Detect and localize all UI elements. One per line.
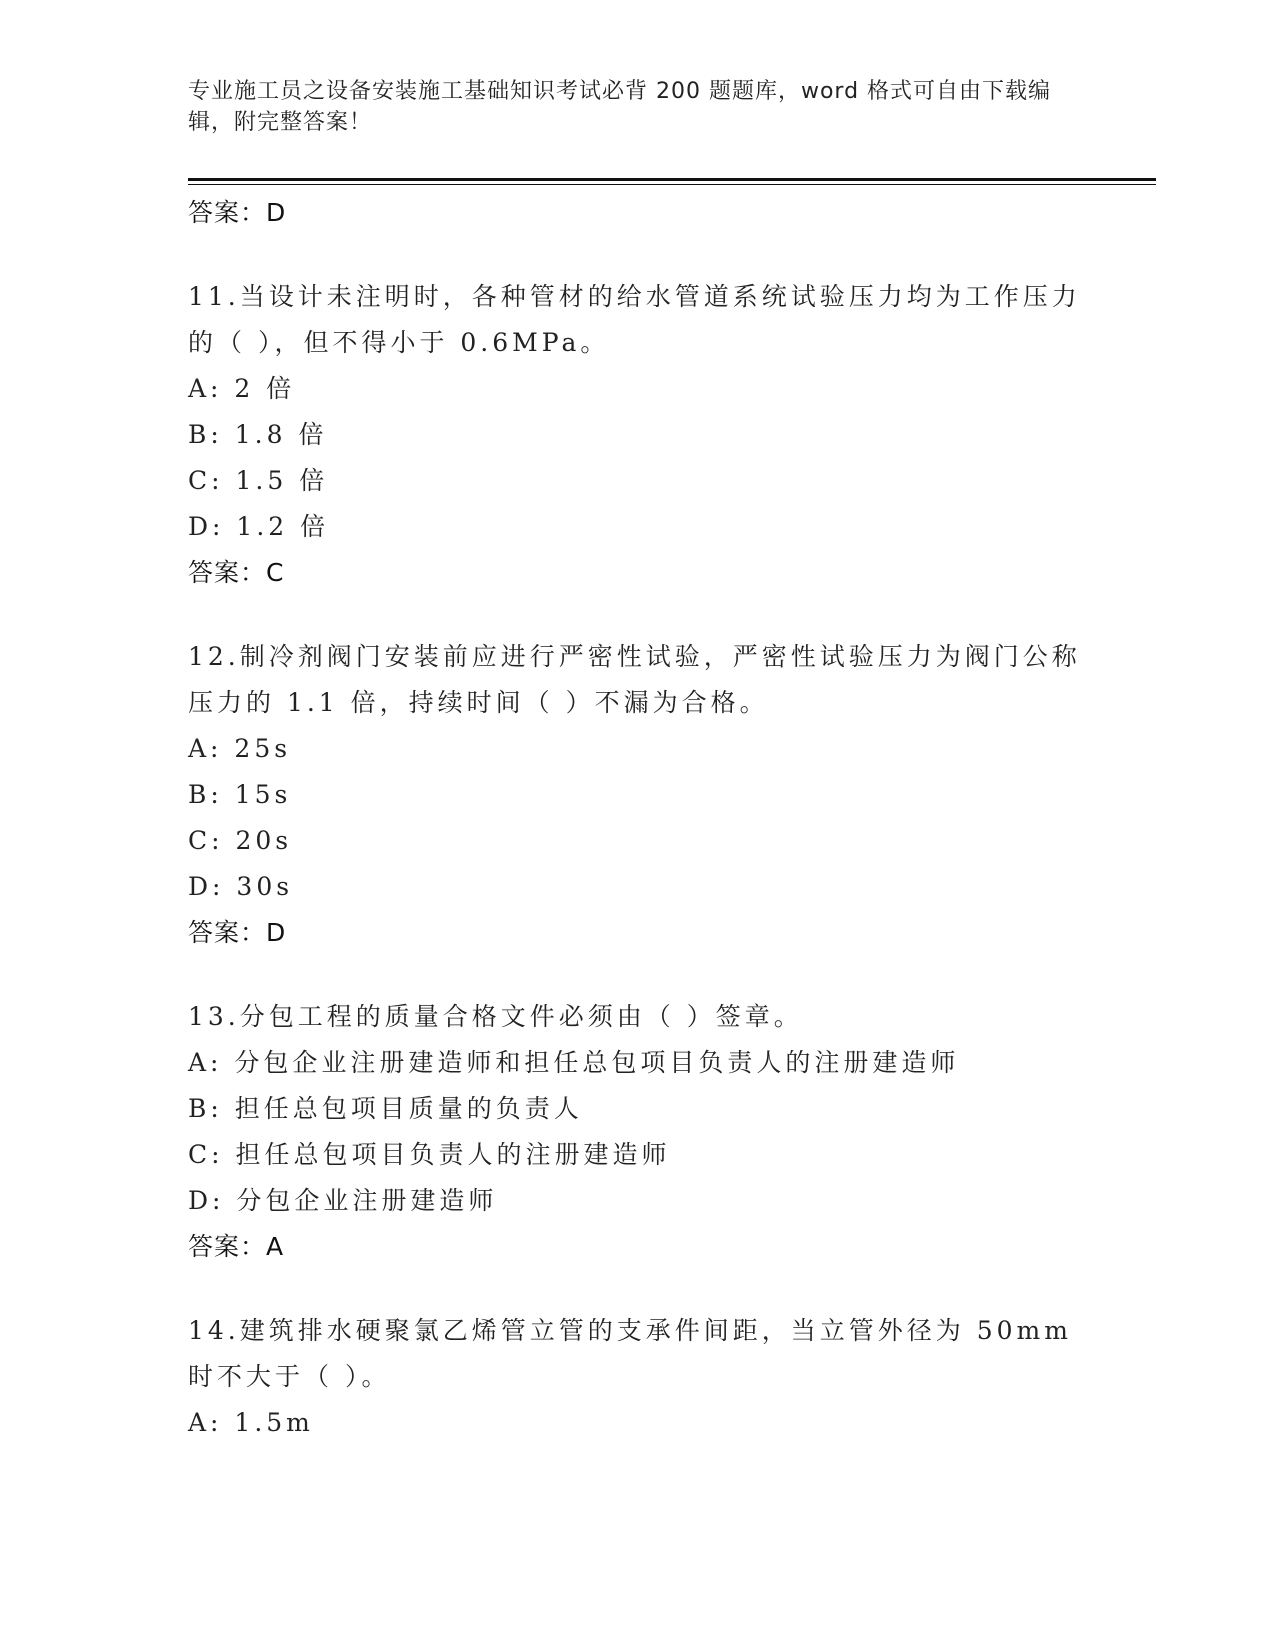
option-b: B: 担任总包项目质量的负责人 bbox=[188, 1094, 583, 1123]
option-c: C: 担任总包项目负责人的注册建造师 bbox=[188, 1140, 671, 1169]
option-b: B: 15s bbox=[188, 780, 292, 809]
header-divider-thick bbox=[188, 178, 1156, 181]
option-a: A: 1.5m bbox=[188, 1408, 314, 1437]
question-item bbox=[188, 274, 1088, 596]
option-d: D: 1.2 倍 bbox=[188, 512, 330, 541]
option-b: B: 1.8 倍 bbox=[188, 420, 328, 449]
question-item bbox=[188, 994, 1088, 1270]
option-a: A: 25s bbox=[188, 734, 292, 763]
answer-line: 答案：D bbox=[188, 198, 287, 227]
answer-line: 答案：C bbox=[188, 558, 285, 587]
answer-line: 答案：A bbox=[188, 1232, 285, 1261]
question-item bbox=[188, 634, 1088, 956]
answer-line: 答案：D bbox=[188, 918, 287, 947]
option-a: A: 2 倍 bbox=[188, 374, 296, 403]
option-d: D: 30s bbox=[188, 872, 294, 901]
document-header: 专业施工员之设备安装施工基础知识考试必背 200 题题库，word 格式可自由下载编辑，附完整答案！ bbox=[188, 79, 1052, 135]
question-stem: 14.建筑排水硬聚氯乙烯管立管的支承件间距，当立管外径为 50mm 时不大于（ ）。 bbox=[188, 1316, 1072, 1391]
question-list bbox=[188, 190, 1088, 1446]
option-d: D: 分包企业注册建造师 bbox=[188, 1186, 498, 1215]
question-item bbox=[188, 1308, 1088, 1446]
option-c: C: 20s bbox=[188, 826, 293, 855]
question-stem: 12.制冷剂阀门安装前应进行严密性试验，严密性试验压力为阀门公称压力的 1.1 倍，持续时间（ ）不漏为合格。 bbox=[188, 642, 1081, 717]
option-a: A: 分包企业注册建造师和担任总包项目负责人的注册建造师 bbox=[188, 1048, 960, 1077]
header-divider-thin bbox=[188, 184, 1156, 185]
option-c: C: 1.5 倍 bbox=[188, 466, 329, 495]
question-stem: 13.分包工程的质量合格文件必须由（ ）签章。 bbox=[188, 1002, 803, 1031]
question-stem: 11.当设计未注明时，各种管材的给水管道系统试验压力均为工作压力的（ ），但不得小于 0.6MPa。 bbox=[188, 282, 1081, 357]
